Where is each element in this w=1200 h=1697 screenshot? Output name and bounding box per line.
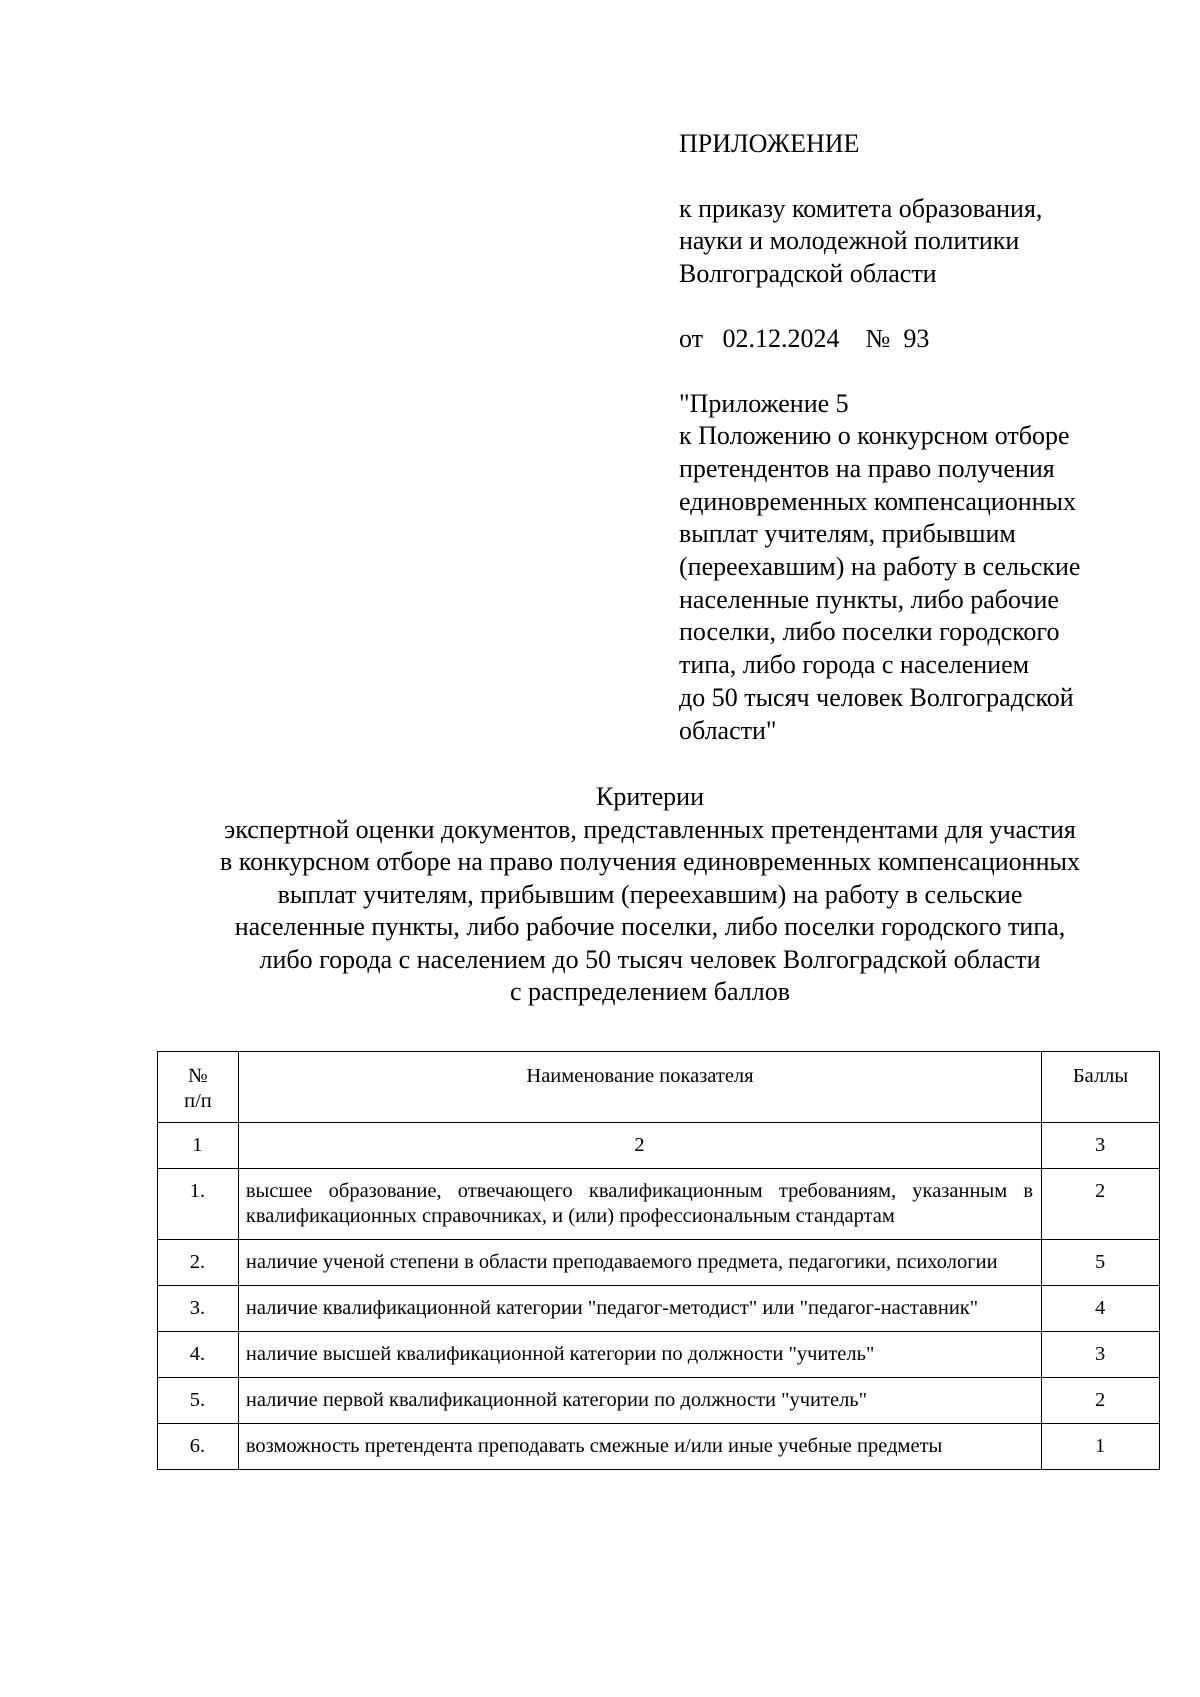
points-value: 4 xyxy=(1094,1297,1106,1319)
row-number: 6. xyxy=(189,1435,206,1457)
row-number-cell xyxy=(158,1169,239,1240)
criteria-table xyxy=(157,1051,1160,1470)
criterion-text: возможность претендента преподавать смежные и/или иные учебные предметы xyxy=(245,1435,943,1457)
title-line: в конкурсном отборе на право получения единовременных компенсационных xyxy=(220,847,1080,876)
header-cell-points xyxy=(1042,1052,1160,1123)
row-number: 5. xyxy=(189,1389,206,1411)
row-number-cell xyxy=(158,1286,239,1332)
criterion-text: наличие квалификационной категории "педагог-методист" или "педагог-наставник" xyxy=(245,1297,979,1319)
table-row xyxy=(158,1424,1160,1470)
regulation-line: "Приложение 5 xyxy=(679,388,849,418)
column-number-cell xyxy=(158,1123,239,1169)
row-number: 3. xyxy=(189,1297,206,1319)
points-cell xyxy=(1042,1424,1160,1470)
column-number-cell xyxy=(238,1123,1041,1169)
points-value: 3 xyxy=(1094,1343,1106,1365)
criterion-cell xyxy=(238,1424,1041,1470)
points-cell xyxy=(1042,1378,1160,1424)
document-title xyxy=(120,781,1180,1009)
table-row xyxy=(158,1240,1160,1286)
column-number: 3 xyxy=(1094,1134,1106,1156)
criterion-text: наличие высшей квалификационной категории по должности "учитель" xyxy=(245,1343,875,1365)
row-number: 1. xyxy=(189,1180,206,1202)
regulation-line: области" xyxy=(679,715,777,745)
points-value: 5 xyxy=(1094,1251,1106,1273)
table-row xyxy=(158,1378,1160,1424)
row-number-cell xyxy=(158,1332,239,1378)
header-number-abbr: п/п xyxy=(184,1090,212,1112)
points-value: 2 xyxy=(1094,1180,1106,1202)
column-number-row xyxy=(158,1123,1160,1169)
row-number-cell xyxy=(158,1240,239,1286)
points-cell xyxy=(1042,1332,1160,1378)
points-cell xyxy=(1042,1286,1160,1332)
header-points-text: Баллы xyxy=(1072,1065,1129,1087)
title-line: населенные пункты, либо рабочие поселки, либо поселки городского типа, xyxy=(234,912,1066,941)
points-value: 1 xyxy=(1094,1435,1106,1457)
order-line: Волгоградской области xyxy=(679,259,937,289)
column-number: 2 xyxy=(634,1134,645,1156)
title-line: либо города с населением до 50 тысяч человек Волгоградской области xyxy=(259,944,1041,974)
row-number: 2. xyxy=(189,1251,206,1273)
criterion-text: наличие ученой степени в области преподаваемого предмета, педагогики, психологии xyxy=(245,1251,998,1273)
criterion-text: наличие первой квалификационной категории по должности "учитель" xyxy=(245,1389,868,1411)
regulation-line: поселки, либо поселки городского xyxy=(679,617,1060,647)
regulation-line: претендентов на право получения xyxy=(679,453,1055,483)
order-line: к приказу комитета образования, xyxy=(679,193,1043,223)
header-name-text: Наименование показателя xyxy=(526,1065,754,1087)
column-number: 1 xyxy=(192,1134,203,1156)
table-row xyxy=(158,1169,1160,1240)
title-line: Критерии xyxy=(596,782,704,811)
row-number-cell xyxy=(158,1424,239,1470)
regulation-line: выплат учителям, прибывшим xyxy=(679,519,1016,549)
criterion-cell xyxy=(238,1286,1041,1332)
points-cell xyxy=(1042,1169,1160,1240)
title-line: с распределением баллов xyxy=(509,977,791,1006)
header-cell-name xyxy=(238,1052,1041,1123)
criterion-cell xyxy=(238,1240,1041,1286)
table-row xyxy=(158,1286,1160,1332)
header-number-sign: № xyxy=(188,1065,208,1087)
header-cell-number xyxy=(158,1052,239,1123)
regulation-line: (переехавшим) на работу в сельские xyxy=(679,552,1081,582)
appendix-header xyxy=(679,128,1149,747)
title-line: выплат учителям, прибывшим (переехавшим) на работу в сельские xyxy=(277,879,1023,909)
regulation-line: типа, либо города с населением xyxy=(679,650,1030,680)
regulation-line: к Положению о конкурсном отборе xyxy=(679,421,1070,451)
regulation-line: населенные пункты, либо рабочие xyxy=(679,584,1059,614)
points-value: 2 xyxy=(1094,1389,1106,1411)
row-number-cell xyxy=(158,1378,239,1424)
column-number-cell xyxy=(1042,1123,1160,1169)
regulation-line: до 50 тысяч человек Волгоградской xyxy=(679,682,1074,712)
order-date-number: от 02.12.2024 № 93 xyxy=(679,323,930,353)
table-row xyxy=(158,1332,1160,1378)
criterion-cell xyxy=(238,1169,1041,1240)
order-line: науки и молодежной политики xyxy=(679,226,1020,256)
criterion-cell xyxy=(238,1332,1041,1378)
title-line: экспертной оценки документов, представленных претендентами для участия xyxy=(224,814,1076,844)
appendix-heading: ПРИЛОЖЕНИЕ xyxy=(679,129,860,158)
table-header-row xyxy=(158,1052,1160,1123)
criterion-cell xyxy=(238,1378,1041,1424)
regulation-line: единовременных компенсационных xyxy=(679,486,1077,516)
points-cell xyxy=(1042,1240,1160,1286)
row-number: 4. xyxy=(189,1343,206,1365)
criterion-text: высшее образование, отвечающего квалификационным требованиям, указанным в квалификационных справочниках, и (или) профессиональным стандартам xyxy=(245,1180,1034,1227)
